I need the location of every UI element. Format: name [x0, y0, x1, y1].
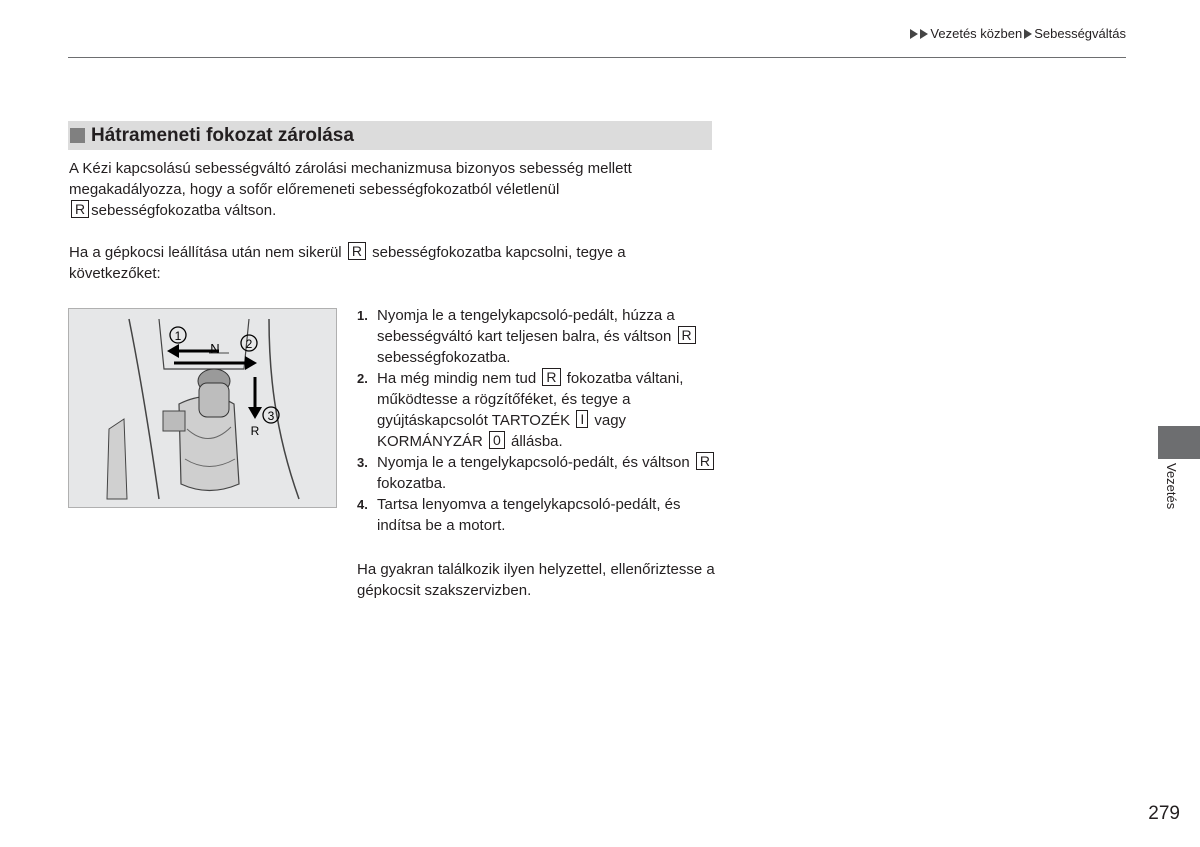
callout-1-label: 1 [174, 329, 182, 343]
step-text-mid2: vagy KORMÁNYZÁR [377, 412, 627, 450]
callout-3-label: 3 [267, 409, 275, 423]
chapter-tab [1158, 426, 1200, 459]
gear-key-r: R [678, 326, 696, 344]
gear-shift-illustration [68, 308, 337, 508]
step-text: Nyomja le a tengelykapcsoló-pedált, és váltson [377, 454, 690, 471]
breadcrumb [910, 26, 1126, 41]
intro-text-end: sebességfokozatba váltson. [91, 202, 277, 219]
ignition-key-lock: 0 [489, 431, 505, 449]
instruction-text-end: sebességfokozatba kapcsolni, tegye a következőket: [69, 244, 626, 282]
gear-key-r: R [542, 368, 560, 386]
neutral-label: N [210, 341, 220, 356]
instruction-paragraph [69, 242, 709, 284]
triangle-icon [920, 29, 928, 39]
triangle-icon [1024, 29, 1032, 39]
step-text: Nyomja le a tengelykapcsoló-pedált, húzza a sebességváltó kart teljesen balra, és váltson [377, 307, 675, 345]
gear-shift-drawing [69, 309, 336, 507]
instruction-text: Ha a gépkocsi leállítása után nem sikerül [69, 244, 342, 261]
page-number: 279 [1148, 803, 1180, 824]
header-divider [68, 57, 1126, 58]
list-item [357, 305, 717, 368]
section-heading [68, 121, 712, 150]
list-item [357, 368, 717, 452]
step-number: 4. [357, 497, 368, 512]
gear-key-r: R [348, 242, 366, 260]
breadcrumb-part-1: Vezetés közben [930, 26, 1023, 41]
step-text: Ha még mindig nem tud [377, 370, 537, 387]
step-number: 1. [357, 308, 368, 323]
step-number: 3. [357, 455, 368, 470]
step-text-end: fokozatba. [377, 475, 447, 492]
gear-key-r: R [71, 200, 89, 218]
list-item [357, 452, 717, 494]
step-number: 2. [357, 371, 368, 386]
intro-paragraph [69, 158, 709, 221]
note-paragraph: Ha gyakran találkozik ilyen helyzettel, ellenőriztesse a gépkocsit szakszervizben. [357, 561, 715, 599]
list-item [357, 494, 717, 536]
gear-key-r: R [696, 452, 714, 470]
intro-text: A Kézi kapcsolású sebességváltó zárolási mechanizmusa bizonyos sebesség mellett megakadályozza, hogy a sofőr előremeneti sebességfokozatból véletlenül [69, 160, 632, 198]
step-text-end: sebességfokozatba. [377, 349, 511, 366]
triangle-icon [910, 29, 918, 39]
breadcrumb-part-2: Sebességváltás [1034, 26, 1126, 41]
callout-2-label: 2 [245, 337, 253, 351]
step-text-mid: fokozatba váltani, működtesse a rögzítőféket, és tegye a gyújtáskapcsolót TARTOZÉK [377, 370, 684, 429]
steps-list [357, 305, 717, 536]
chapter-tab-label: Vezetés [1164, 463, 1179, 510]
square-bullet-icon [70, 128, 85, 143]
section-title: Hátrameneti fokozat zárolása [91, 124, 354, 146]
step-text-end: állásba. [510, 433, 563, 450]
ignition-key-accessory: I [576, 410, 588, 428]
reverse-label: R [250, 424, 260, 438]
step-text: Tartsa lenyomva a tengelykapcsoló-pedált, és indítsa be a motort. [377, 496, 681, 534]
